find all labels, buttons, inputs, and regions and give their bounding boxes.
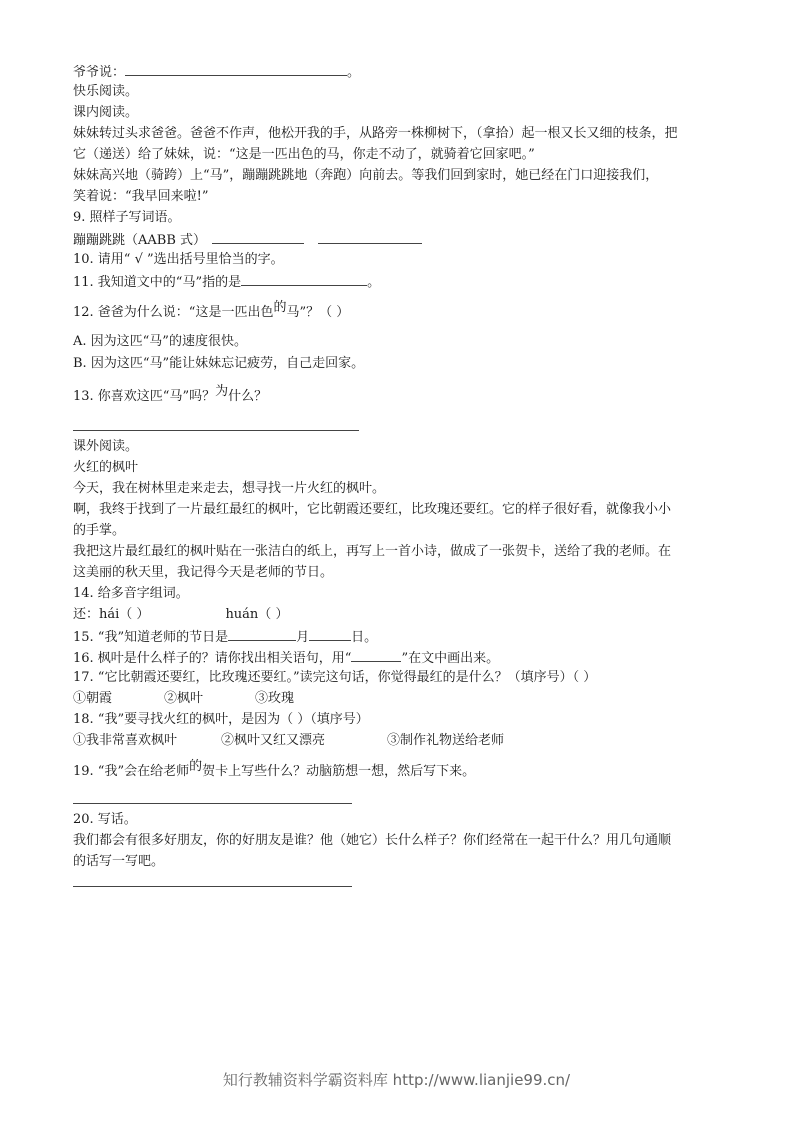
text: 15. “我”知道老师的节日是 (73, 630, 229, 645)
passage-line: 啊，我终于找到了一片最红最红的枫叶，它比朝霞还要红，比玫瑰还要红。它的样子很好看，就像我小小 (73, 502, 672, 517)
question-17: 17. “它比朝霞还要红，比玫瑰还要红。”读完这句话，你觉得最红的是什么？（填序号）（ ） (73, 670, 597, 685)
answer-blank (241, 273, 367, 286)
passage-title: 火红的枫叶 (73, 460, 139, 475)
section-in-class-reading: 课内阅读。 (73, 105, 139, 120)
section-happy-reading: 快乐阅读。 (73, 84, 139, 99)
question-9-example (73, 231, 422, 249)
text: 19. “我”会在给老师 (73, 764, 190, 779)
section-extra-reading: 课外阅读。 (73, 439, 139, 454)
question-19 (73, 759, 476, 780)
question-15 (73, 628, 377, 646)
answer-line (73, 430, 359, 431)
question-12 (73, 300, 350, 321)
question-18: 18. “我”要寻找火红的枫叶，是因为（ ）（填序号） (73, 712, 369, 727)
question-11 (73, 273, 380, 291)
question-20: 20. 写话。 (73, 812, 137, 827)
question-13 (73, 384, 268, 405)
text: 11. 我知道文中的“马”指的是 (73, 275, 242, 290)
text: 蹦蹦跳跳（AABB 式） (73, 233, 207, 248)
question-18-options (73, 733, 504, 749)
answer-line (73, 886, 352, 887)
question-10: 10. 请用“ √ ”选出括号里恰当的字。 (73, 252, 284, 267)
option: ③玫瑰 (255, 691, 295, 706)
text: 马”？（ ） (286, 305, 350, 320)
question-17-options (73, 691, 294, 707)
passage-line: 笑着说：“我早回来啦!” (73, 189, 209, 204)
question-20-prompt: 我们都会有很多好朋友，你的好朋友是谁？他（她它）长什么样子？你们经常在一起干什么？用几句通顺 (73, 833, 672, 848)
option: ①我非常喜欢枫叶 (73, 733, 178, 748)
text: 为 (215, 384, 229, 399)
text: 。 (347, 65, 361, 80)
question-20-prompt: 的话写一写吧。 (73, 854, 165, 869)
option: ③制作礼物送给老师 (387, 733, 505, 748)
text: 什么？ (228, 389, 268, 404)
passage-line: 的手掌。 (73, 523, 126, 538)
text: 贺卡上写些什么？动脑筋想一想，然后写下来。 (202, 764, 476, 779)
passage-line: 我把这片最红最红的枫叶贴在一张洁白的纸上，再写上一首小诗，做成了一张贺卡，送给了我的老师。在 (73, 544, 672, 559)
text: 的 (273, 300, 287, 315)
text: hái（ ） (99, 607, 150, 622)
option: ②枫叶又红又漂亮 (221, 733, 326, 748)
answer-blank (125, 63, 347, 76)
option: ②枫叶 (164, 691, 204, 706)
option-a: A. 因为这匹“马”的速度很快。 (73, 334, 247, 349)
text: ”在文中画出来。 (401, 651, 500, 666)
question-16 (73, 649, 499, 667)
answer-line (73, 803, 352, 804)
passage-line: 它（递送）给了妹妹，说：“这是一匹出色的马，你走不动了，就骑着它回家吧。” (73, 147, 535, 162)
text: 的 (189, 759, 203, 774)
answer-blank (318, 231, 422, 244)
line-grandpa (73, 63, 360, 81)
passage-line: 妹妹转过头求爸爸。爸爸不作声，他松开我的手，从路旁一株柳树下，（拿拾）起一根又长又细的枝条，把 (73, 126, 678, 141)
question-14-item (73, 607, 288, 623)
text: 13. 你喜欢这匹“马”吗？ (73, 389, 216, 404)
text: 还： (73, 607, 100, 622)
passage-line: 这美丽的秋天里，我记得今天是老师的节日。 (73, 565, 334, 580)
text: huán（ ） (225, 607, 289, 622)
answer-blank (351, 649, 401, 662)
answer-blank (212, 231, 304, 244)
footer-watermark: 知行教辅资料学霸资料库 http://www.lianjie99.cn/ (222, 1071, 571, 1089)
question-14: 14. 给多音字组词。 (73, 586, 189, 601)
text: 16. 枫叶是什么样子的？请你找出相关语句，用“ (73, 651, 352, 666)
text: 日。 (351, 630, 378, 645)
text: 12. 爸爸为什么说：“这是一匹出色 (73, 305, 274, 320)
text: 爷爷说： (73, 65, 126, 80)
question-9: 9. 照样子写词语。 (73, 210, 181, 225)
option: ①朝霞 (73, 691, 113, 706)
answer-blank (309, 628, 351, 641)
text: 。 (367, 275, 381, 290)
passage-line: 妹妹高兴地（骑跨）上“马”，蹦蹦跳跳地（奔跑）向前去。等我们回到家时，她已经在门口迎接我们， (73, 168, 659, 183)
answer-blank (228, 628, 296, 641)
text: 月 (296, 630, 310, 645)
passage-line: 今天，我在树林里走来走去，想寻找一片火红的枫叶。 (73, 481, 386, 496)
option-b: B. 因为这匹“马”能让妹妹忘记疲劳，自己走回家。 (73, 356, 365, 371)
